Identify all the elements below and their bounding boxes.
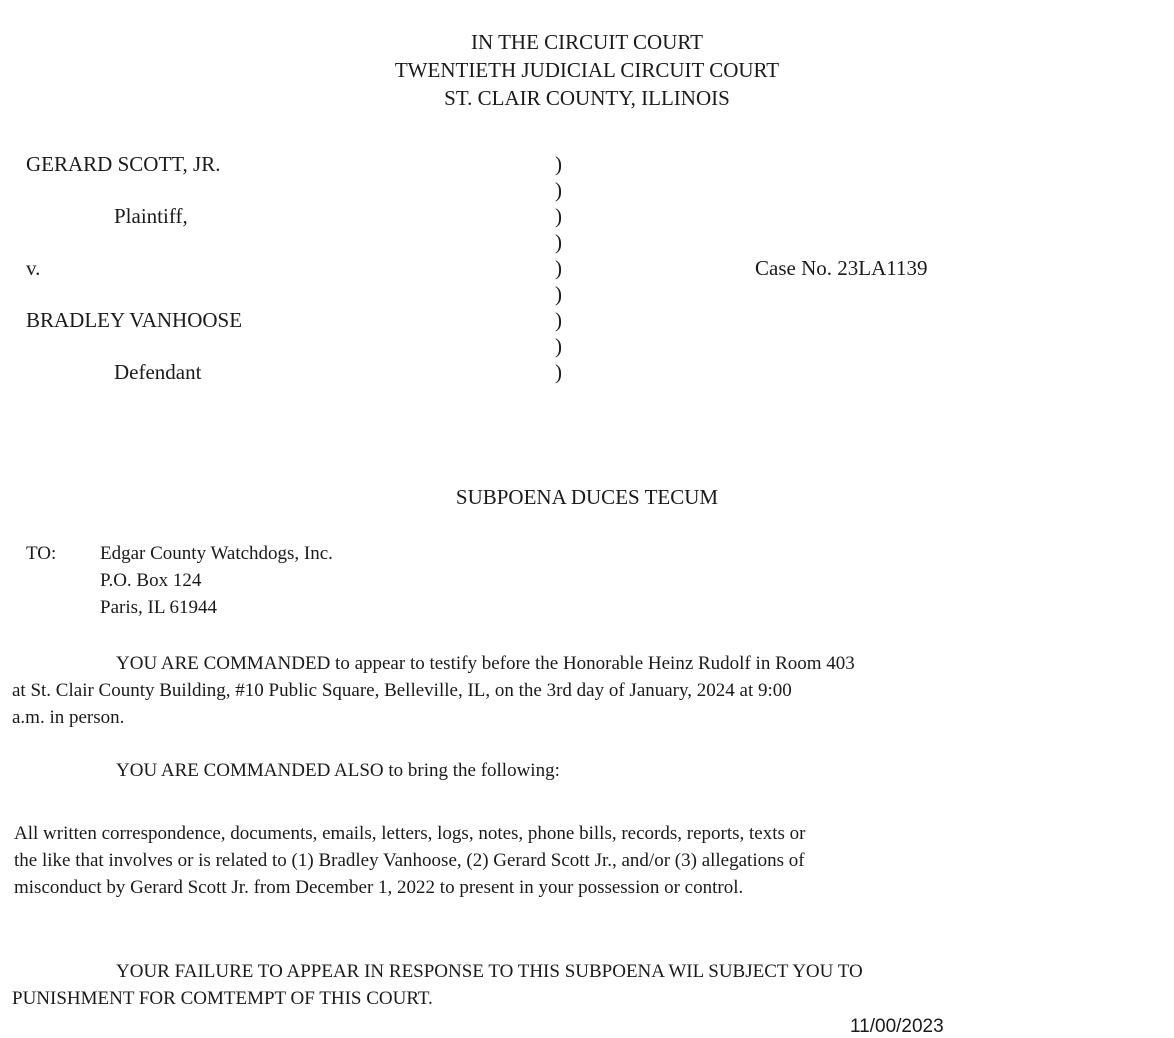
- caption-row: [0, 360, 1174, 386]
- command-appear-line-1: YOU ARE COMMANDED to appear to testify before the Honorable Heinz Rudolf in Room 403: [116, 653, 855, 674]
- document-title: SUBPOENA DUCES TECUM: [455, 485, 719, 509]
- caption-paren: ): [555, 204, 562, 228]
- failure-warning-paragraph: [12, 958, 1162, 1012]
- caption-row: [0, 230, 1174, 256]
- command-appear-line-3: a.m. in person.: [12, 707, 125, 728]
- caption-row: [0, 178, 1174, 204]
- items-requested-paragraph: [14, 820, 1164, 901]
- caption-row: [0, 204, 1174, 230]
- signature-date: 11/00/2023: [850, 1016, 944, 1037]
- recipient-address: [100, 540, 333, 621]
- court-header: [0, 28, 1174, 112]
- caption-row: [0, 256, 1174, 282]
- caption-row: [0, 152, 1174, 178]
- recipient-address-line-1: P.O. Box 124: [100, 570, 202, 591]
- court-header-line-1: IN THE CIRCUIT COURT: [471, 30, 703, 54]
- failure-warning-line-2: PUNISHMENT FOR COMTEMPT OF THIS COURT.: [12, 988, 433, 1009]
- caption-paren: ): [555, 230, 562, 254]
- plaintiff-name: GERARD SCOTT, JR.: [26, 152, 221, 176]
- caption-paren: ): [555, 282, 562, 306]
- items-requested-line-1: All written correspondence, documents, emails, letters, logs, notes, phone bills, records, reports, texts or: [14, 823, 806, 844]
- command-bring-paragraph: [12, 757, 1162, 784]
- caption-row: [0, 334, 1174, 360]
- command-bring-line: YOU ARE COMMANDED ALSO to bring the following:: [116, 760, 560, 781]
- case-number: Case No. 23LA1139: [755, 256, 928, 280]
- caption-paren: ): [555, 360, 562, 384]
- versus-label: v.: [26, 256, 41, 280]
- defendant-label: Defendant: [114, 360, 202, 384]
- caption-paren: ): [555, 178, 562, 202]
- caption-paren: ): [555, 256, 562, 280]
- items-requested-line-2: the like that involves or is related to (1) Bradley Vanhoose, (2) Gerard Scott Jr., and/or (3) allegations of: [14, 850, 805, 871]
- caption-paren: ): [555, 334, 562, 358]
- plaintiff-label: Plaintiff,: [114, 204, 188, 228]
- command-appear-line-2: at St. Clair County Building, #10 Public Square, Belleville, IL, on the 3rd day of January, 2024 at 9:00: [12, 680, 792, 701]
- command-appear-paragraph: [12, 650, 1162, 731]
- caption-paren: ): [555, 308, 562, 332]
- defendant-name: BRADLEY VANHOOSE: [26, 308, 243, 332]
- recipient-label: TO:: [26, 543, 57, 564]
- items-requested-line-3: misconduct by Gerard Scott Jr. from December 1, 2022 to present in your possession or control.: [14, 877, 744, 898]
- caption-row: [0, 282, 1174, 308]
- caption-row: [0, 308, 1174, 334]
- caption-paren: ): [555, 152, 562, 176]
- failure-warning-line-1: YOUR FAILURE TO APPEAR IN RESPONSE TO THIS SUBPOENA WIL SUBJECT YOU TO: [116, 961, 863, 982]
- court-header-line-2: TWENTIETH JUDICIAL CIRCUIT COURT: [394, 58, 780, 82]
- court-header-line-3: ST. CLAIR COUNTY, ILLINOIS: [444, 86, 730, 110]
- recipient-name: Edgar County Watchdogs, Inc.: [100, 543, 333, 564]
- recipient-address-line-2: Paris, IL 61944: [100, 597, 217, 618]
